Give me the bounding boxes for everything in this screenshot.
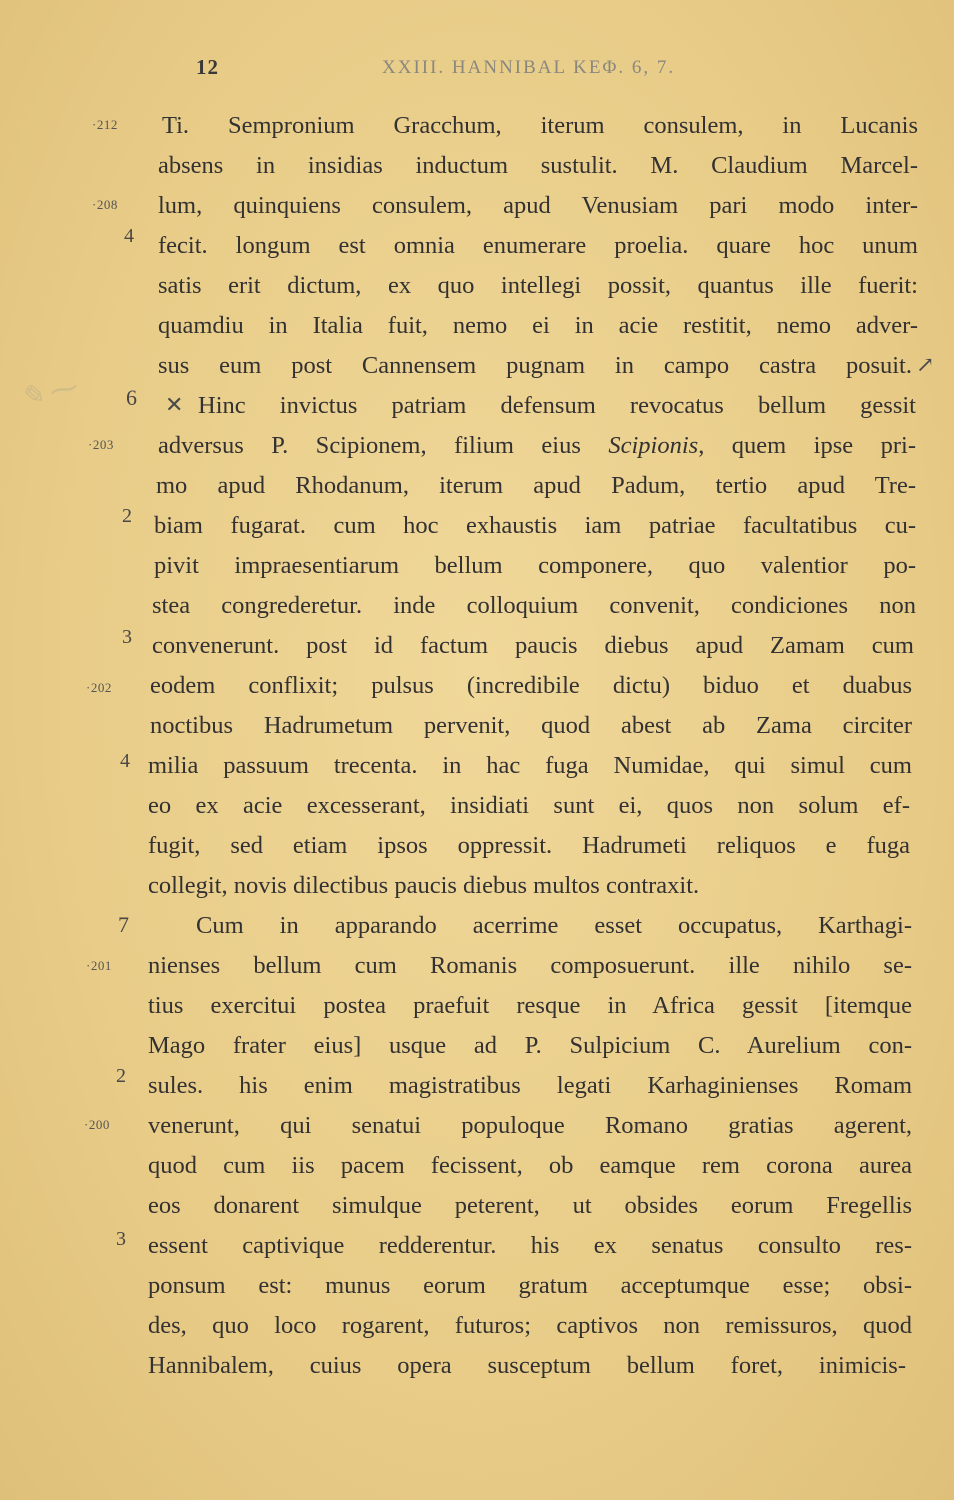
text-line: eodem conflixit; pulsus (incredibile dictu) biduo et duabus [150, 672, 912, 699]
text-line: quamdiu in Italia fuit, nemo ei in acie restitit, nemo adver- [158, 312, 918, 339]
section-number: 3 [116, 1228, 126, 1250]
text-line [158, 428, 916, 464]
text-segment: adversus P. Scipionem, filium eius [158, 432, 609, 459]
text-line: satis erit dictum, ex quo intellegi possit, quantus ille fuerit: [158, 272, 918, 299]
section-number: 4 [124, 225, 134, 247]
text-segment: , quem ipse pri- [698, 432, 916, 459]
running-head: XXIII. HANNIBAL ΚΕΦ. 6, 7. [382, 57, 676, 78]
section-number: 4 [120, 750, 130, 772]
text-line: eos donarent simulque peterent, ut obsides eorum Fregellis [148, 1192, 912, 1219]
text-line: eo ex acie excesserant, insidiati sunt ei, quos non solum ef- [148, 792, 910, 819]
text-line: fecit. longum est omnia enumerare proelia. quare hoc unum [158, 232, 918, 259]
text-line: fugit, sed etiam ipsos oppressit. Hadrumeti reliquos e fuga [148, 832, 910, 859]
section-number: 7 [118, 912, 129, 937]
text-line: ponsum est: munus eorum gratum acceptumque esse; obsi- [148, 1272, 912, 1299]
text-line: Hinc invictus patriam defensum revocatus bellum gessit [198, 392, 916, 419]
handwritten-end-mark: ↗ [916, 352, 935, 377]
faded-stamp: ✎ ⁓ [17, 371, 82, 415]
text-line: Ti. Sempronium Gracchum, iterum consulem, in Lucanis [162, 112, 918, 139]
margin-year: ·212 [92, 117, 118, 132]
section-number: 3 [122, 626, 132, 648]
text-line: quod cum iis pacem fecissent, ob eamque rem corona aurea [148, 1152, 912, 1179]
text-line: biam fugarat. cum hoc exhaustis iam patriae facultatibus cu- [154, 512, 916, 539]
text-line: milia passuum trecenta. in hac fuga Numidae, qui simul cum [148, 752, 912, 779]
text-line: convenerunt. post id factum paucis diebus apud Zamam cum [152, 632, 914, 659]
text-line: sules. his enim magistratibus legati Karhaginienses Romam [148, 1072, 912, 1099]
text-line: collegit, novis dilectibus paucis diebus multos contraxit. [148, 872, 700, 899]
margin-year: ·202 [86, 680, 112, 695]
page-number: 12 [196, 55, 219, 79]
text-line: nienses bellum cum Romanis composuerunt. ille nihilo se- [148, 952, 912, 979]
text-line: absens in insidias inductum sustulit. M. Claudium Marcel- [158, 152, 918, 179]
margin-year: ·201 [86, 958, 112, 973]
text-line: Hannibalem, cuius opera susceptum bellum foret, inimicis- [148, 1352, 906, 1379]
text-line: sus eum post Cannensem pugnam in campo castra posuit. [158, 352, 912, 379]
page-header [196, 55, 756, 85]
margin-year: ·200 [84, 1117, 110, 1132]
text-line: essent captivique redderentur. his ex senatus consulto res- [148, 1232, 912, 1259]
margin-year: ·203 [88, 437, 114, 452]
margin-year: ·208 [92, 197, 118, 212]
text-line: stea congrederetur. inde colloquium convenit, condiciones non [152, 592, 916, 619]
section-number: 2 [122, 505, 132, 527]
text-line: tius exercitui postea praefuit resque in Africa gessit [itemque [148, 992, 912, 1019]
text-line: Mago frater eius] usque ad P. Sulpicium C. Aurelium con- [148, 1032, 912, 1059]
text-line: Cum in apparando acerrime esset occupatus, Karthagi- [196, 912, 912, 939]
text-line: lum, quinquiens consulem, apud Venusiam pari modo inter- [158, 192, 918, 219]
text-line: mo apud Rhodanum, iterum apud Padum, tertio apud Tre- [156, 472, 916, 499]
section-number: 6 [126, 385, 137, 410]
italic-name: Scipionis [608, 432, 699, 459]
text-line: pivit impraesentiarum bellum componere, quo valentior po- [154, 552, 916, 579]
section-number: 2 [116, 1065, 126, 1087]
text-line: noctibus Hadrumetum pervenit, quod abest ab Zama circiter [150, 712, 912, 739]
text-line: des, quo loco rogarent, futuros; captivos non remissuros, quod [148, 1312, 912, 1339]
handwritten-cross-mark: ✕ [165, 392, 184, 417]
text-line: venerunt, qui senatui populoque Romano gratias agerent, [148, 1112, 912, 1139]
